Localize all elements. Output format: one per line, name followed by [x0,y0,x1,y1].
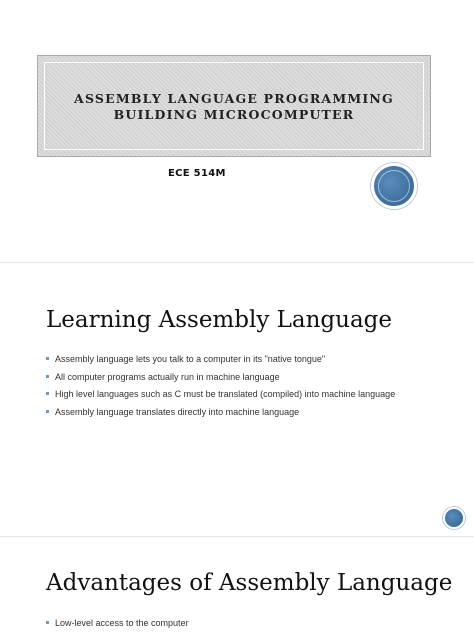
content-slide-advantages [0,536,474,633]
list-item [46,351,395,369]
title-line-1: ASSEMBLY LANGUAGE PROGRAMMING [74,91,394,106]
bullet-icon [46,410,49,413]
bullet-list [46,351,395,421]
bullet-icon [46,621,49,624]
bullet-text: Assembly language lets you talk to a computer in its "native tongue" [55,354,326,364]
bullet-text: Low-level access to the computer [55,618,189,628]
bullet-list [46,615,189,633]
content-slide-learning [0,262,474,523]
title-slide [0,0,474,248]
bullet-icon [46,375,49,378]
slide-heading: Advantages of Assembly Language [46,570,453,596]
bullet-icon [46,392,49,395]
decorative-circle-icon [371,163,417,209]
decorative-circle-icon [443,507,465,529]
list-item [46,615,189,633]
bullet-text: High level languages such as C must be translated (compiled) into machine language [55,389,396,399]
bullet-icon [46,357,49,360]
slide-heading: Learning Assembly Language [46,307,393,333]
title-banner [37,55,431,157]
list-item [46,369,395,387]
bullet-text: All computer programs actually run in machine language [55,371,280,382]
course-code: ECE 514M [168,168,226,179]
list-item [46,386,395,404]
list-item [46,404,395,422]
slide-title [38,91,430,123]
bullet-text: Assembly language translates directly into machine language [55,406,300,417]
title-line-2: BUILDING MICROCOMPUTER [113,107,355,122]
